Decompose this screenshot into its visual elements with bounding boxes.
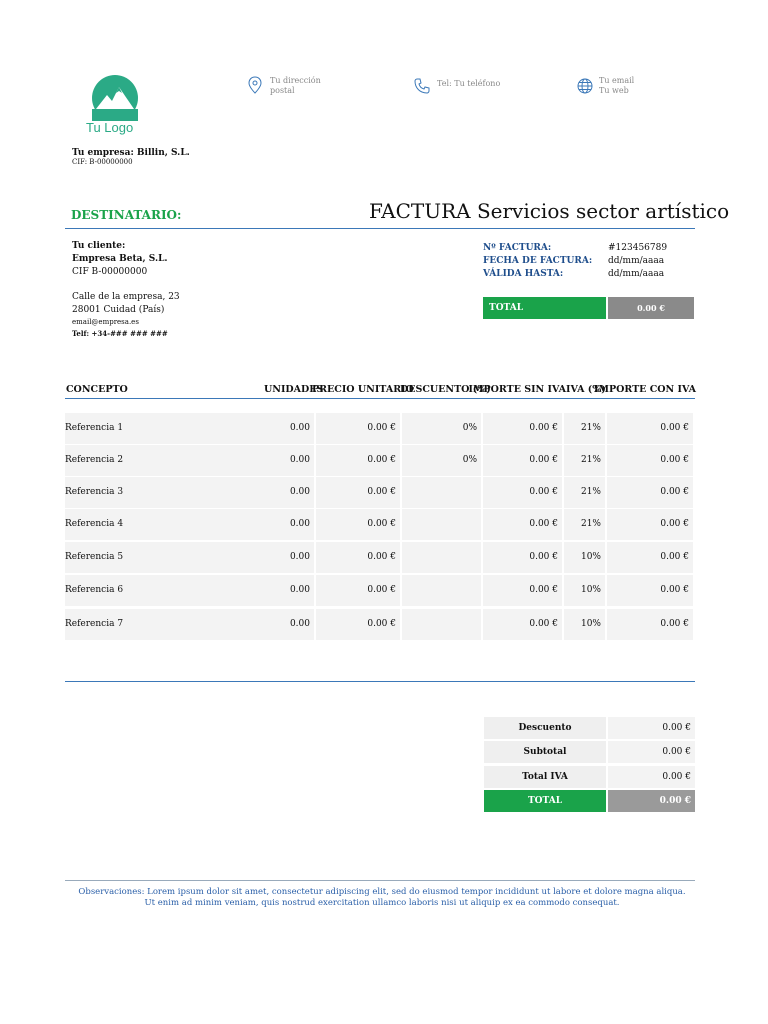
invoice-number: #123456789 — [608, 243, 668, 253]
row-units: 0.00 — [263, 542, 316, 573]
client-name: Empresa Beta, S.L. — [72, 254, 168, 264]
client-address-2: 28001 Cuidad (País) — [72, 305, 165, 315]
row-discount — [402, 542, 483, 573]
row-concept: Referencia 4 — [65, 509, 263, 540]
subtotal-label: Subtotal — [484, 741, 606, 763]
row-unit-price: 0.00 € — [316, 575, 402, 606]
row-iva-rate: 10% — [564, 609, 607, 640]
total-iva-label: Total IVA — [484, 766, 606, 788]
row-concept: Referencia 2 — [65, 445, 263, 476]
table-row — [65, 413, 695, 444]
client-address-1: Calle de la empresa, 23 — [72, 292, 180, 302]
row-amount-no-iva: 0.00 € — [483, 509, 564, 540]
client-label: Tu cliente: — [72, 241, 126, 251]
table-row — [65, 609, 695, 640]
table-row — [65, 575, 695, 606]
row-discount — [402, 509, 483, 540]
row-amount-no-iva: 0.00 € — [483, 575, 564, 606]
col-header-importe-sin-iva: IMPORTE SIN IVA — [468, 384, 566, 395]
invoice-number-label: Nº FACTURA: — [483, 243, 552, 253]
grand-total-value: 0.00 € — [608, 790, 695, 812]
invoice-date: dd/mm/aaaa — [608, 256, 665, 266]
globe-icon — [577, 78, 593, 98]
company-name: Tu empresa: Billin, S.L. — [72, 148, 190, 158]
company-cif: CIF: B-00000000 — [72, 158, 133, 166]
discount-label: Descuento — [484, 717, 606, 739]
header-total-value: 0.00 € — [608, 297, 694, 319]
row-iva-rate: 10% — [564, 542, 607, 573]
row-unit-price: 0.00 € — [316, 542, 402, 573]
row-iva-rate: 21% — [564, 445, 607, 476]
row-concept: Referencia 3 — [65, 477, 263, 508]
table-row — [65, 477, 695, 508]
col-header-descuento: DESCUENTO (%) — [400, 384, 491, 395]
table-row — [65, 542, 695, 573]
invoice-valid: dd/mm/aaaa — [608, 269, 665, 279]
col-header-precio: PRECIO UNITARIO — [312, 384, 414, 395]
invoice-date-label: FECHA DE FACTURA: — [483, 256, 593, 266]
invoice-valid-label: VÁLIDA HASTA: — [483, 269, 564, 279]
col-header-importe-con-iva: IMPORTE CON IVA — [594, 384, 696, 395]
row-amount-with-iva: 0.00 € — [607, 509, 695, 540]
row-units: 0.00 — [263, 609, 316, 640]
row-units: 0.00 — [263, 445, 316, 476]
client-block — [72, 240, 180, 339]
row-amount-with-iva: 0.00 € — [607, 445, 695, 476]
row-amount-with-iva: 0.00 € — [607, 609, 695, 640]
row-amount-no-iva: 0.00 € — [483, 542, 564, 573]
logo-mark — [92, 75, 138, 121]
row-unit-price: 0.00 € — [316, 609, 402, 640]
row-concept: Referencia 1 — [65, 413, 263, 444]
row-iva-rate: 21% — [564, 477, 607, 508]
row-amount-no-iva: 0.00 € — [483, 413, 564, 444]
client-cif: CIF B-00000000 — [72, 267, 148, 277]
row-iva-rate: 21% — [564, 413, 607, 444]
logo-text: Tu Logo — [86, 120, 134, 135]
contact-address: Tu dirección postal — [270, 76, 321, 95]
location-pin-icon — [248, 76, 262, 98]
row-units: 0.00 — [263, 509, 316, 540]
row-unit-price: 0.00 € — [316, 413, 402, 444]
row-amount-with-iva: 0.00 € — [607, 413, 695, 444]
row-amount-with-iva: 0.00 € — [607, 477, 695, 508]
row-units: 0.00 — [263, 477, 316, 508]
row-concept: Referencia 6 — [65, 575, 263, 606]
discount-value: 0.00 € — [608, 717, 695, 739]
col-header-unidades: UNIDADES — [264, 384, 324, 395]
row-unit-price: 0.00 € — [316, 445, 402, 476]
row-amount-no-iva: 0.00 € — [483, 477, 564, 508]
phone-icon — [414, 78, 430, 98]
row-amount-with-iva: 0.00 € — [607, 542, 695, 573]
contact-web: Tu email Tu web — [599, 76, 635, 95]
invoice-title: FACTURA Servicios sector artístico — [369, 199, 730, 223]
total-iva-value: 0.00 € — [608, 766, 695, 788]
invoice-meta-values — [608, 242, 667, 281]
invoice-meta-labels — [483, 242, 592, 281]
table-row — [65, 509, 695, 540]
title-divider — [65, 228, 695, 229]
row-concept: Referencia 5 — [65, 542, 263, 573]
row-discount — [402, 477, 483, 508]
row-concept: Referencia 7 — [65, 609, 263, 640]
row-unit-price: 0.00 € — [316, 477, 402, 508]
row-iva-rate: 10% — [564, 575, 607, 606]
row-amount-no-iva: 0.00 € — [483, 445, 564, 476]
row-units: 0.00 — [263, 413, 316, 444]
row-units: 0.00 — [263, 575, 316, 606]
row-unit-price: 0.00 € — [316, 509, 402, 540]
row-discount: 0% — [402, 413, 483, 444]
row-iva-rate: 21% — [564, 509, 607, 540]
grand-total-label: TOTAL — [484, 790, 606, 812]
row-amount-with-iva: 0.00 € — [607, 575, 695, 606]
header-total-label: TOTAL — [483, 297, 606, 319]
recipient-heading: DESTINATARIO: — [71, 208, 182, 222]
table-bottom-divider — [65, 681, 695, 682]
row-discount — [402, 575, 483, 606]
col-header-concepto: CONCEPTO — [66, 384, 128, 395]
subtotal-value: 0.00 € — [608, 741, 695, 763]
client-phone: Telf: +34-### ### ### — [72, 329, 168, 338]
row-discount: 0% — [402, 445, 483, 476]
row-discount — [402, 609, 483, 640]
row-amount-no-iva: 0.00 € — [483, 609, 564, 640]
client-email: email@empresa.es — [72, 318, 139, 326]
col-header-iva: IVA (%) — [566, 384, 606, 395]
observations: Observaciones: Lorem ipsum dolor sit amet, consectetur adipiscing elit, sed do eiusmod tempor incididunt ut labore et dolore magna aliqua. Ut enim ad minim veniam, quis nostrud exercitation ullamco laboris nisi ut aliquip ex ea commodo consequat. — [78, 887, 686, 908]
table-row — [65, 445, 695, 476]
table-header-divider — [65, 398, 695, 399]
notes-divider — [65, 880, 695, 881]
contact-phone: Tel: Tu teléfono — [437, 79, 501, 88]
